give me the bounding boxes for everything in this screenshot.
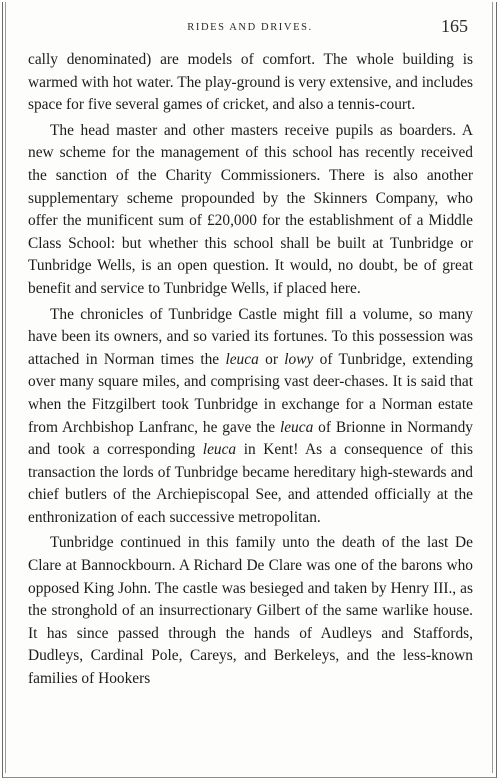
running-head	[26, 16, 474, 42]
body-text	[28, 49, 473, 694]
text-run: in Kent! As a consequence of this transaction the lords of Tunbridge became hereditary high-stewards and chief butlers of the Archiepiscopal See, and attended officially at the enthronization of each successive metropolitan.	[28, 441, 473, 526]
running-title: RIDES AND DRIVES.	[187, 22, 313, 33]
italic-term: leuca	[202, 441, 237, 459]
italic-term: lowy	[284, 350, 314, 368]
paragraph	[28, 532, 473, 690]
text-run: Tunbridge continued in this family unto the death of the last De Clare at Bannockbourn. A Richard De Clare was one of the barons who opposed King John. The castle was besieged and taken by Henry III., as the stronghold of an insurrectionary Gilbert of the same warlike house. It has since passed through the hands of Audleys and Staffords, Dudleys, Cardinal Pole, Careys, and Berkeleys, and the less-known families of Hookers	[28, 534, 473, 688]
text-run: cally denominated) are models of comfort. The whole building is warmed with hot water. The play-ground is very extensive, and includes space for five several games of cricket, and also a tennis-court.	[28, 51, 473, 114]
text-run: or	[258, 350, 285, 368]
paragraph	[28, 304, 473, 530]
text-run: of Brionne in Normandy and took a corresponding	[28, 418, 474, 459]
paragraph	[28, 49, 473, 117]
page-number: 165	[441, 16, 468, 36]
paragraph	[28, 120, 473, 301]
italic-term: leuca	[279, 418, 314, 436]
text-run: of Tunbridge, extending over many square miles, and comprising vast deer-chases. It is said that when the Fitzgilbert took Tunbridge in exchange for a Norman estate from Archbishop Lanfranc, he gave the	[28, 350, 473, 436]
text-run: The chronicles of Tunbridge Castle might fill a volume, so many have been its owners, and so varied its fortunes. To this possession was attached in Norman times the	[28, 305, 473, 368]
italic-term: leuca	[225, 350, 259, 368]
text-run: The head master and other masters receive pupils as boarders. A new scheme for the management of this school has recently received the sanction of the Charity Commissioners. There is also another supplementary scheme propounded by the Skinners Company, who offer the munificent sum of £20,000 for the establishment of a Middle Class School: but whether this school shall be built at Tunbridge or Tunbridge Wells, is an open question. It would, no doubt, be of great benefit and service to Tunbridge Wells, if placed here.	[28, 121, 473, 297]
